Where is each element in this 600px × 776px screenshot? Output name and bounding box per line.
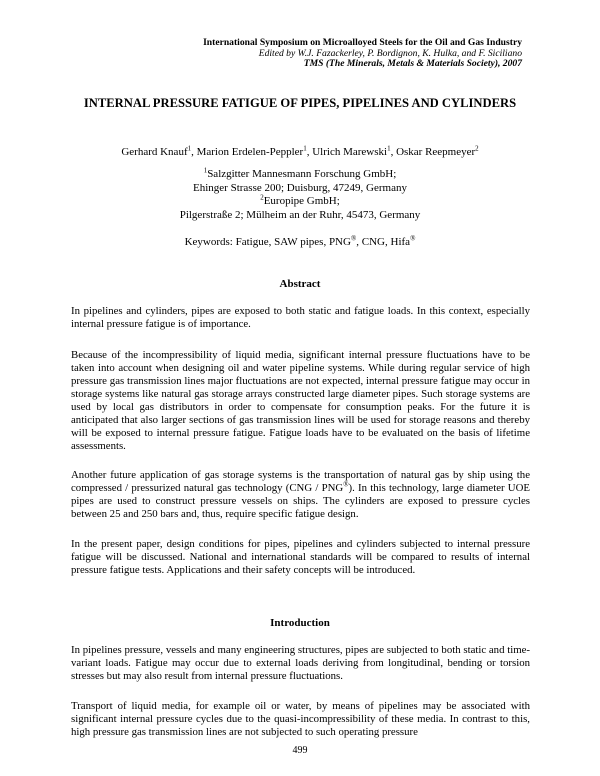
author-affil-mark: 1 — [187, 144, 192, 153]
affil-mark: 2 — [260, 193, 264, 202]
author-name: Marion Erdelen-Peppler — [196, 146, 304, 158]
abstract-paragraph-3: Another future application of gas storage systems is the transportation of natural gas by ship using the compressed / pressurized natural gas technology (CNG / PNG®). In this technology, large diameter UOE pipes are used to construct pressure vessels on ships. The cylinders are exposed to pressure cycles between 25 and 250 bars and, thus, require specific fatigue design. — [71, 469, 530, 520]
affiliation-2-line2: Pilgerstraße 2; Mülheim an der Ruhr, 45473, Germany — [179, 208, 421, 221]
registered-mark: ® — [350, 234, 357, 243]
keywords: Keywords: Fatigue, SAW pipes, PNG®, CNG, Hifa® — [184, 234, 416, 248]
abstract-paragraph-1: In pipelines and cylinders, pipes are exposed to both static and fatigue loads. In this context, especially internal pressure fatigue is of importance. — [71, 305, 530, 330]
affil-mark: 1 — [203, 166, 208, 175]
abstract-heading: Abstract — [279, 278, 321, 290]
header-editors: Edited by W.J. Fazackerley, P. Bordignon, K. Hulka, and F. Siciliano — [258, 47, 522, 59]
running-header — [203, 38, 522, 70]
affiliation-1-line2: Ehinger Strasse 200; Duisburg, 47249, Germany — [193, 181, 407, 194]
abstract-paragraph-4: In the present paper, design conditions for pipes, pipelines and cylinders subjected to internal pressure fatigue will be discussed. National and international standards will be compared to results of internal pressure fatigue tests. Applications and their safety concepts will be introduced. — [71, 538, 530, 576]
page-number: 499 — [292, 745, 308, 756]
affiliation-1-line1: $^1$Salzgitter Mannesmann Forschung GmbH; — [203, 166, 397, 180]
author-name: Gerhard Knauf — [121, 146, 188, 158]
introduction-paragraph-2: Transport of liquid media, for example oil or water, by means of pipelines may be associated with significant internal pressure cycles due to the quasi-incompressibility of these media. In contrast to this, high pressure gas transmission lines are not subjected to such operating pressure — [71, 700, 530, 738]
paper-title: INTERNAL PRESSURE FATIGUE OF PIPES, PIPELINES AND CYLINDERS — [83, 96, 517, 110]
author-list: Gerhard Knauf$^1$, Marion Erdelen-Peppler$^1$, Ulrich Marewski$^1$, Oskar Reepmeyer$^2$ — [121, 144, 479, 158]
introduction-paragraph-1: In pipelines pressure, vessels and many engineering structures, pipes are subjected to both static and time-variant loads. Fatigue may occur due to external loads deriving from longitudinal, bending or torsion stresses but may also result from internal pressure fluctuations. — [71, 644, 530, 682]
registered-mark: ® — [410, 234, 416, 243]
affiliation-2-line1: $^2$Europipe GmbH; — [260, 193, 340, 207]
author-name: Ulrich Marewski — [312, 146, 388, 158]
author-affil-mark: 2 — [475, 144, 479, 153]
header-publisher: TMS (The Minerals, Metals & Materials Society), 2007 — [303, 58, 522, 70]
author-affil-mark: 1 — [303, 144, 307, 153]
author-name: Oskar Reepmeyer — [396, 146, 476, 158]
author-affil-mark: 1 — [387, 144, 391, 153]
abstract-paragraph-2: Because of the incompressibility of liquid media, significant internal pressure fluctuations have to be taken into account when designing oil and water pipeline systems. While during regular service of high pressure gas transmission lines major fluctuations are not expected, internal pressure fatigue may occur in storage systems like natural gas storage arrays constructed large diameter pipes. Such storage systems are used by local gas distributors in order to compensate for consumption peaks. For the future it is anticipated that also larger sections of gas transmission lines will be used for storage reasons and thereby will be exposed to internal pressure fatigue. Fatigue loads have to be evaluated on the basis of lifetime assessments. — [71, 349, 530, 452]
affiliations — [70, 168, 530, 222]
introduction-heading: Introduction — [270, 617, 330, 629]
header-conference: International Symposium on Microalloyed Steels for the Oil and Gas Industry — [203, 37, 522, 48]
